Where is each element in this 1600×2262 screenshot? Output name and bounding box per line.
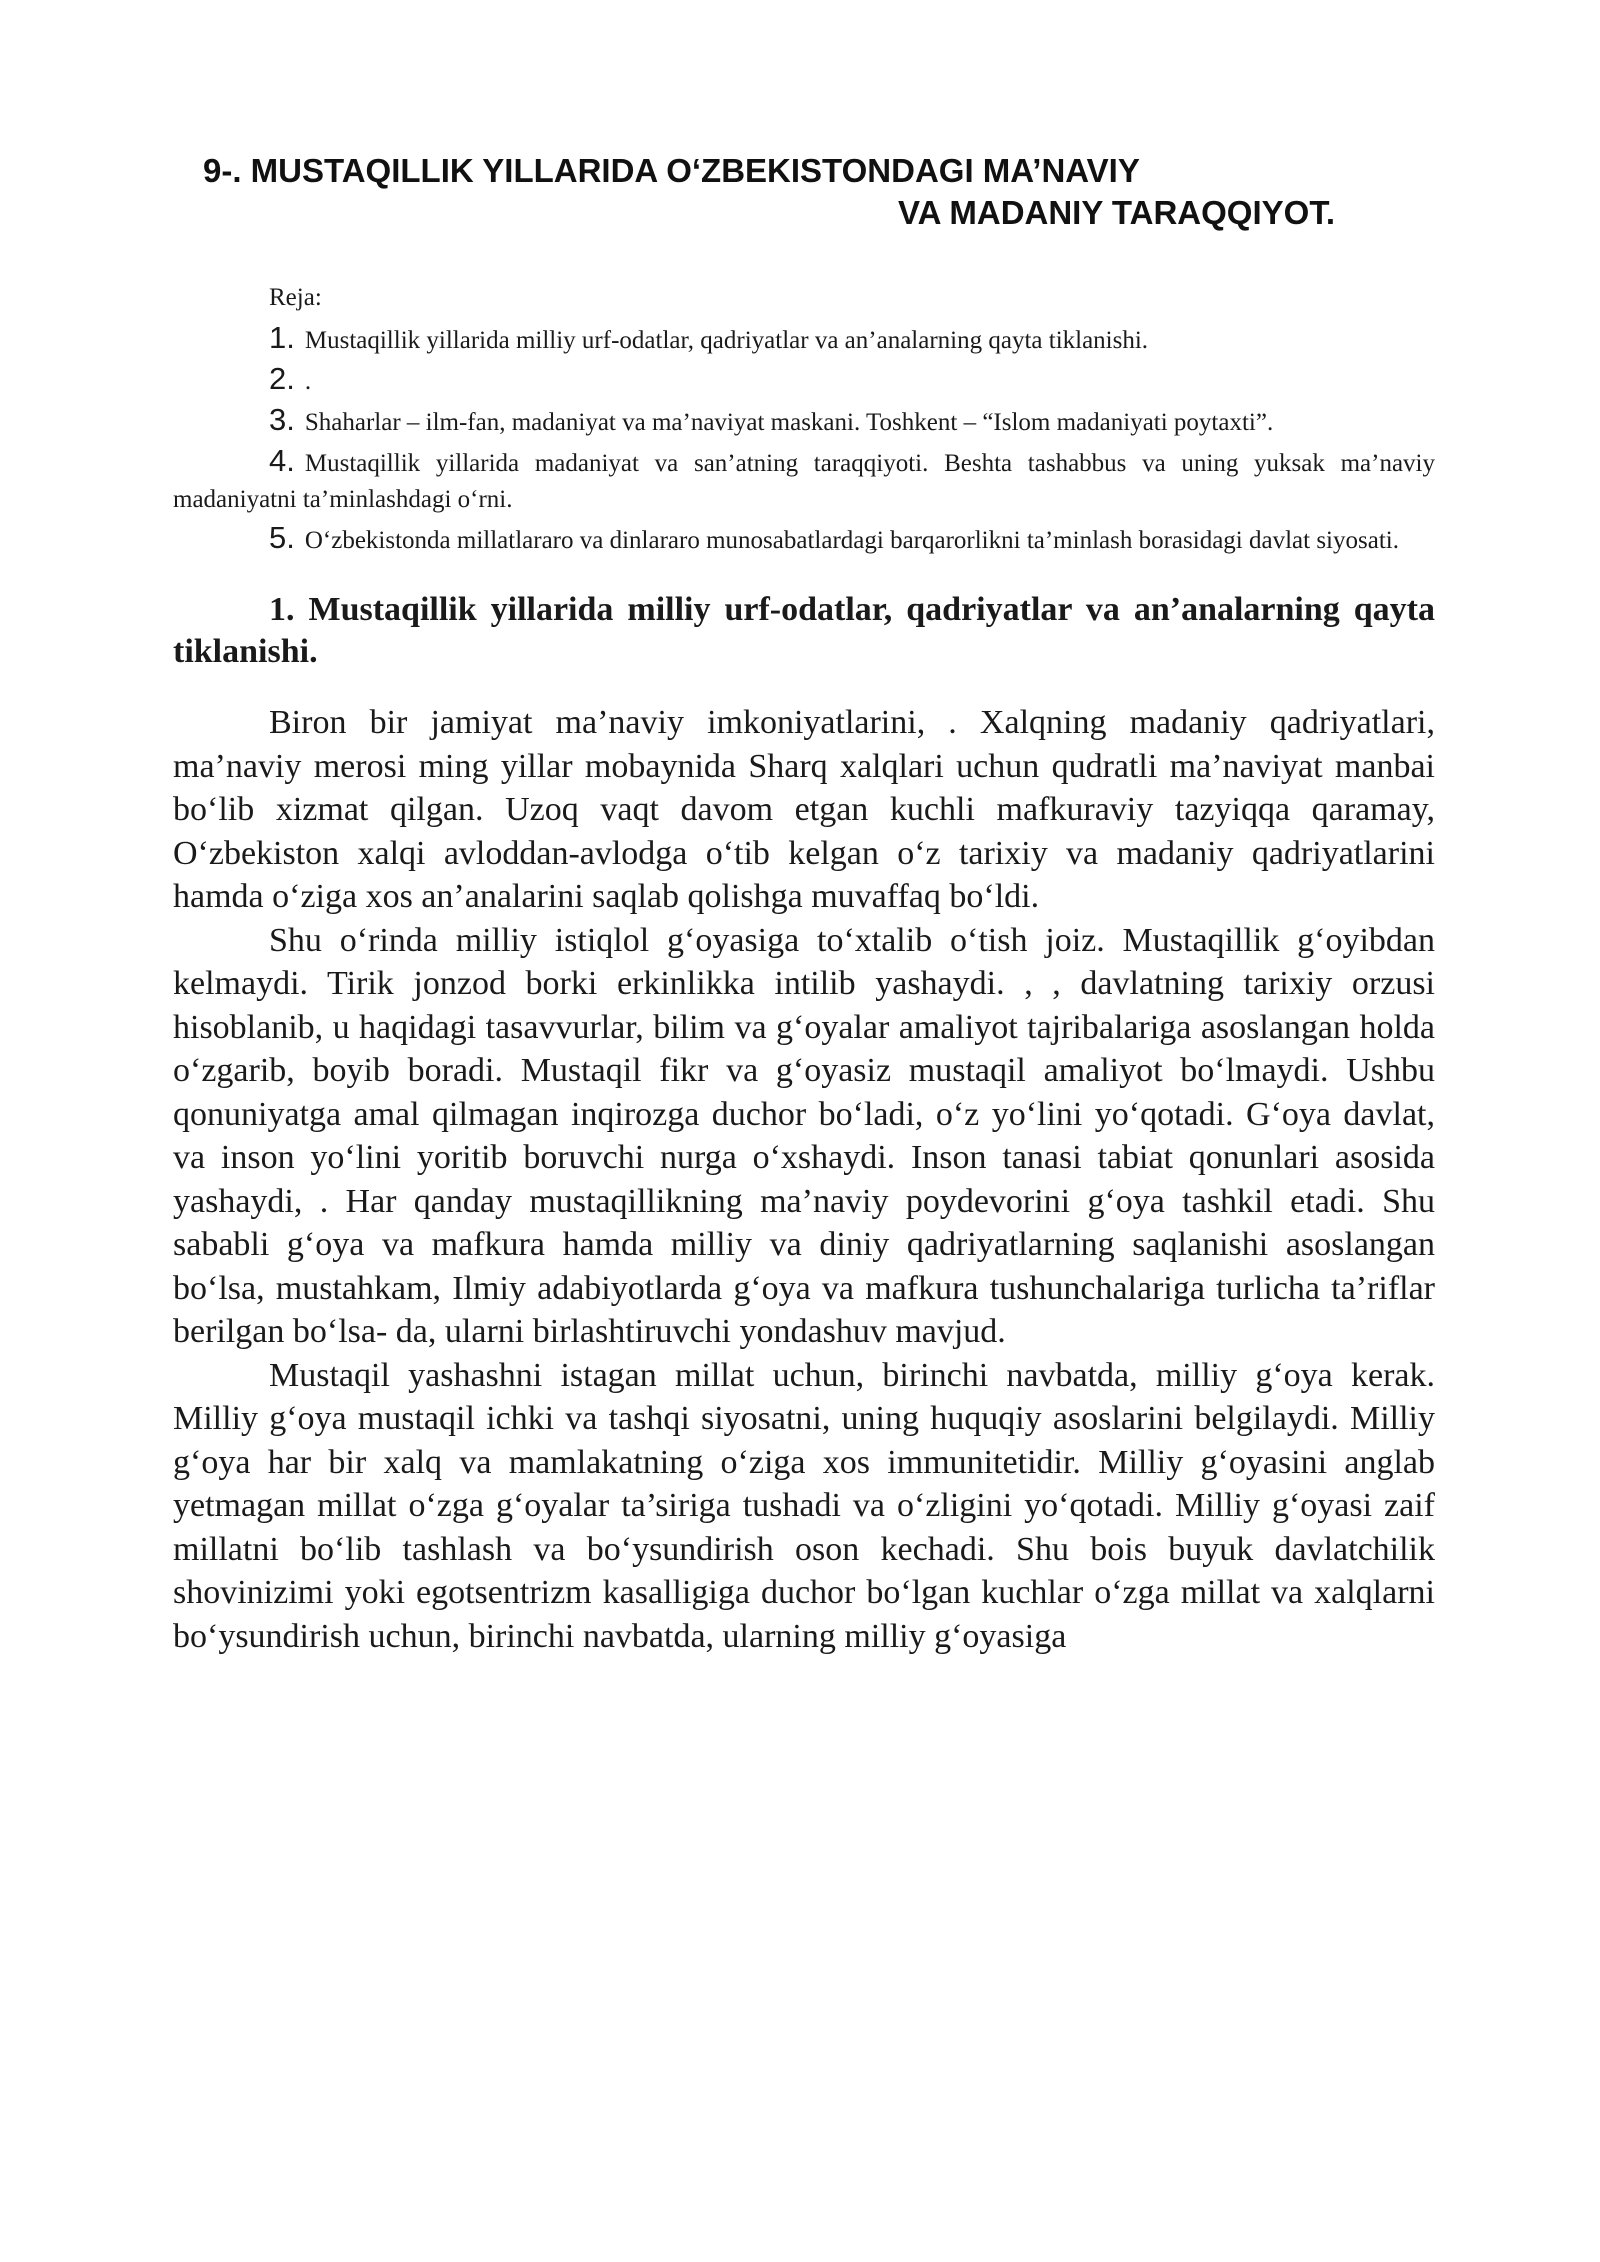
plan-item-3 (173, 402, 1435, 441)
plan-item-number: 3. (269, 402, 295, 437)
plan-item-2 (173, 361, 1435, 400)
plan-item-number: 4. (269, 443, 295, 478)
plan-item-5 (173, 520, 1435, 559)
plan-item-text: Shaharlar – ilm-fan, madaniyat va ma’naviyat maskani. Toshkent – “Islom madaniyati poytaxti”. (304, 409, 1274, 436)
page-title-line-1: 9-. MUSTAQILLIK YILLARIDA O‘ZBEKISTONDAGI MA’NAVIY (203, 152, 1140, 189)
plan-item-text: Mustaqillik yillarida milliy urf-odatlar, qadriyatlar va an’analarning qayta tiklanishi. (304, 327, 1149, 354)
document-page (173, 150, 1435, 1658)
body-paragraph-1: Biron bir jamiyat ma’naviy imkoniyatlarini, . Xalqning madaniy qadriyatlari, ma’naviy merosi ming yillar mobaynida Sharq xalqlari uchun qudratli ma’naviyat manbai bo‘lib xizmat qilgan. Uzoq vaqt davom etgan kuchli mafkuraviy tazyiqqa qaramay, O‘zbekiston xalqi avloddan-avlodga o‘tib kelgan o‘z tarixiy va madaniy qadriyatlarini hamda o‘ziga xos an’analarini saqlab qolishga muvaffaq bo‘ldi. (173, 704, 1435, 916)
plan-list (173, 280, 1435, 559)
plan-item-text: O‘zbekistonda millatlararo va dinlararo munosabatlardagi barqarorlikni ta’minlash borasidagi davlat siyosati. (304, 527, 1399, 554)
plan-item-4 (173, 443, 1435, 518)
body-paragraph-2: Shu o‘rinda milliy istiqlol g‘oyasiga to‘xtalib o‘tish joiz. Mustaqillik g‘oyibdan kelmaydi. Tirik jonzod borki erkinlikka intilib yashaydi. , , davlatning tarixiy orzusi hisoblanib, u haqidagi tasavvurlar, bilim va g‘oyalar amaliyot tajribalariga asoslangan holda o‘zgarib, boyib boradi. Mustaqil fikr va g‘oyasiz mustaqil amaliyot bo‘lmaydi. Ushbu qonuniyatga amal qilmagan inqirozga duchor bo‘ladi, o‘z yo‘lini yo‘qotadi. G‘oya davlat, va inson yo‘lini yoritib boruvchi nurga o‘xshaydi. Inson tanasi tabiat qonunlari asosida yashaydi, . Har qanday mustaqillikning ma’naviy poydevorini g‘oya tashkil etadi. Shu sababli g‘oya va mafkura hamda milliy va diniy qadriyatlarning saqlanishi asoslangan bo‘lsa, mustahkam, Ilmiy adabiyotlarda g‘oya va mafkura tushunchalariga turlicha ta’riflar berilgan bo‘lsa- da, ularni birlashtiruvchi yondashuv mavjud. (173, 921, 1435, 1351)
plan-item-1 (173, 320, 1435, 359)
page-title-line-2: VA MADANIY TARAQQIYOT. (898, 194, 1335, 231)
page-title (173, 150, 1435, 234)
plan-item-number: 1. (269, 320, 295, 355)
plan-item-number: 5. (269, 520, 295, 555)
plan-label: Reja: (269, 284, 322, 311)
body-paragraph-3: Mustaqil yashashni istagan millat uchun, birinchi navbatda, milliy g‘oya kerak. Milliy g‘oya mustaqil ichki va tashqi siyosatni, uning huquqiy asoslarini belgilaydi. Milliy g‘oya har bir xalq va mamlakatning o‘ziga xos immunitetidir. Milliy g‘oyasini anglab yetmagan millat o‘zga g‘oyalar ta’siriga tushadi va o‘zligini yo‘qotadi. Milliy g‘oyasi zaif millatni bo‘lib tashlash va bo‘ysundirish oson kechadi. Shu bois buyuk davlatchilik shovinizimi yoki egotsentrizm kasalligiga duchor bo‘lgan kuchlar o‘zga millat va xalqlarni bo‘ysundirish uchun, birinchi navbatda, ularning milliy g‘oyasiga (173, 1356, 1435, 1655)
plan-item-text: . (304, 368, 312, 395)
plan-item-number: 2. (269, 361, 295, 396)
plan-item-text: Mustaqillik yillarida madaniyat va san’atning taraqqiyoti. Beshta tashabbus va uning yuksak ma’naviy madaniyatni ta’minlashdagi o‘rni. (173, 450, 1435, 513)
section-heading: 1. Mustaqillik yillarida milliy urf-odatlar, qadriyatlar va an’analarning qayta tiklanishi. (173, 591, 1435, 670)
